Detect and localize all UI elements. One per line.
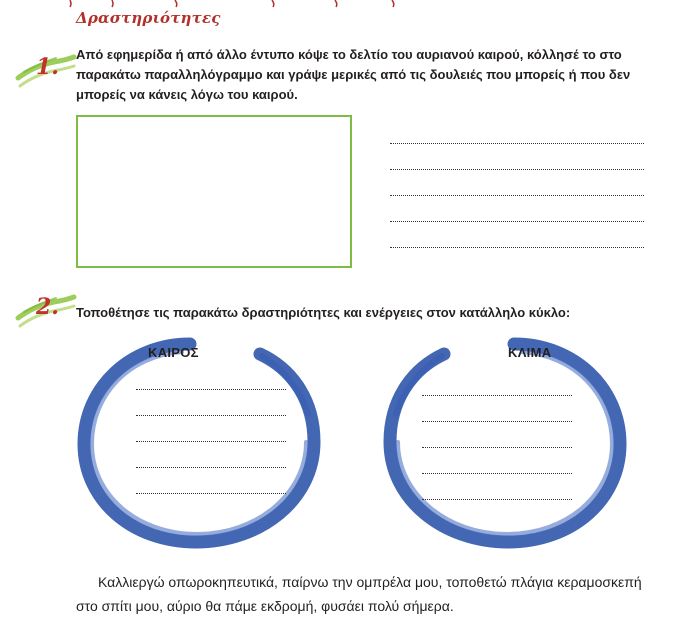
answer-line[interactable] <box>422 499 572 500</box>
answer-line[interactable] <box>136 467 286 468</box>
answer-line[interactable] <box>422 395 572 396</box>
answer-line[interactable] <box>390 195 644 196</box>
activity-1-number-badge <box>14 48 78 96</box>
answer-line[interactable] <box>136 389 286 390</box>
climate-circle <box>374 330 634 555</box>
weather-clipping-box[interactable] <box>76 115 352 268</box>
activities-list-text: Καλλιεργώ οπωροκηπευτικά, παίρνω την ομπρέλα μου, τοποθετώ πλάγια κεραμοσκεπή στο σπίτι μου, αύριο θα πάμε εκδρομή, φυσάει πολύ σήμερα. <box>76 574 642 614</box>
answer-line[interactable] <box>390 247 644 248</box>
top-decoration <box>0 0 689 8</box>
answer-line[interactable] <box>390 221 644 222</box>
weather-circle-title: ΚΑΙΡΟΣ <box>148 345 199 360</box>
answer-line[interactable] <box>136 493 286 494</box>
answer-line[interactable] <box>136 441 286 442</box>
answer-line[interactable] <box>422 447 572 448</box>
activity-2-number: 2. <box>36 294 59 320</box>
weather-circle <box>70 330 330 555</box>
activity-1-number: 1. <box>36 54 59 80</box>
answer-line[interactable] <box>390 169 644 170</box>
answer-line[interactable] <box>390 143 644 144</box>
activity-2-instruction: Τοποθέτησε τις παρακάτω δραστηριότητες και ενέργειες στον κατάλληλο κύκλο: <box>76 305 571 320</box>
answer-line[interactable] <box>136 415 286 416</box>
activity-2-number-badge <box>14 288 78 336</box>
climate-circle-title: ΚΛΙΜΑ <box>508 345 552 360</box>
answer-line[interactable] <box>422 473 572 474</box>
section-heading: Δραστηριότητες <box>76 9 221 27</box>
activity-1-instruction: Από εφημερίδα ή από άλλο έντυπο κόψε το δελτίο του αυριανού καιρού, κόλλησέ το στο παρακάτω παραλληλόγραμμο και γράψε μερικές από τις δουλειές που μπορείς ή που δεν μπορείς να κάνεις λόγω του καιρού. <box>76 47 631 102</box>
answer-line[interactable] <box>422 421 572 422</box>
